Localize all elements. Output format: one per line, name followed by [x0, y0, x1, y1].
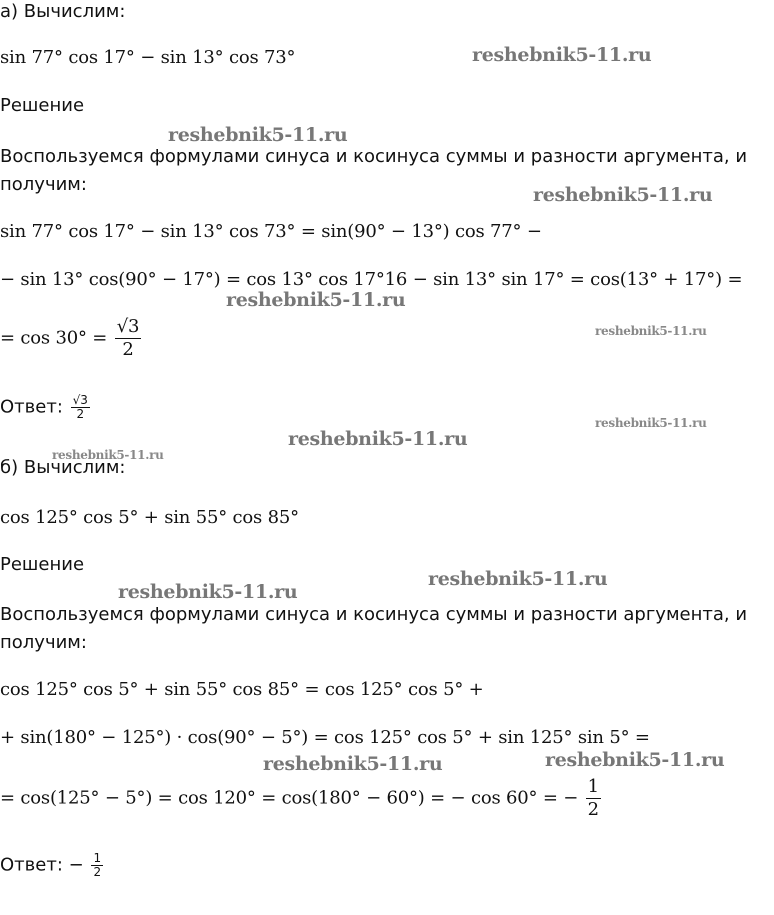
watermark: reshebnik5-11.ru [428, 568, 608, 590]
part-b-answer [0, 852, 105, 879]
watermark: reshebnik5-11.ru [472, 44, 652, 66]
watermark: reshebnik5-11.ru [263, 753, 443, 775]
part-b-result-denominator: 2 [587, 799, 599, 820]
watermark: reshebnik5-11.ru [533, 184, 713, 206]
watermark: reshebnik5-11.ru [226, 289, 406, 311]
watermark: reshebnik5-11.ru [118, 581, 298, 603]
part-a-explanation-line2: получим: [0, 174, 87, 195]
part-b-step1: cos 125° cos 5° + sin 55° cos 85° = cos 125° cos 5° + [0, 679, 484, 700]
part-a-answer-fraction [71, 394, 90, 421]
part-b-answer-denominator: 2 [93, 865, 102, 879]
part-b-step3 [0, 776, 603, 821]
part-a-result-numerator: √3 [116, 316, 140, 337]
part-a-solution-label: Решение [0, 95, 85, 116]
part-a-result-denominator: 2 [122, 339, 134, 360]
part-b-explanation-line1: Воспользуемся формулами синуса и косинуса суммы и разности аргумента, и [0, 604, 748, 625]
part-a-task: sin 77° cos 17° − sin 13° cos 73° [0, 47, 296, 68]
part-b-heading: б) Вычислим: [0, 457, 126, 478]
watermark: reshebnik5-11.ru [168, 124, 348, 146]
part-b-answer-label: Ответ: [0, 854, 63, 876]
part-a-answer [0, 394, 92, 421]
part-a-step3-prefix: = cos 30° = [0, 327, 108, 349]
part-a-heading: а) Вычислим: [0, 1, 126, 22]
watermark: reshebnik5-11.ru [595, 324, 707, 338]
part-a-answer-denominator: 2 [76, 407, 85, 421]
part-a-explanation-line1: Воспользуемся формулами синуса и косинуса суммы и разности аргумента, и [0, 146, 748, 167]
part-b-step3-prefix: = cos(125° − 5°) = cos 120° = cos(180° − 60°) = − cos 60° = − [0, 787, 579, 809]
watermark: reshebnik5-11.ru [595, 416, 707, 430]
watermark: reshebnik5-11.ru [545, 749, 725, 771]
part-b-answer-fraction [91, 852, 103, 879]
part-b-answer-numerator: 1 [93, 851, 102, 865]
part-a-result-fraction [115, 316, 142, 361]
part-a-answer-numerator: √3 [72, 393, 88, 407]
part-b-step2: + sin(180° − 125°) · cos(90° − 5°) = cos 125° cos 5° + sin 125° sin 5° = [0, 727, 650, 748]
part-b-solution-label: Решение [0, 554, 85, 575]
part-b-result-numerator: 1 [587, 776, 599, 797]
watermark: reshebnik5-11.ru [52, 448, 164, 462]
part-a-step2: − sin 13° cos(90° − 17°) = cos 13° cos 17°16 − sin 13° sin 17° = cos(13° + 17°) = [0, 269, 743, 290]
part-b-answer-sign: − [68, 854, 84, 876]
part-a-step3 [0, 316, 143, 361]
part-b-task: cos 125° cos 5° + sin 55° cos 85° [0, 507, 299, 528]
watermark: reshebnik5-11.ru [288, 428, 468, 450]
part-b-result-fraction [586, 776, 601, 821]
part-a-answer-label: Ответ: [0, 396, 63, 418]
part-b-explanation-line2: получим: [0, 632, 87, 653]
part-a-step1: sin 77° cos 17° − sin 13° cos 73° = sin(90° − 13°) cos 77° − [0, 221, 542, 242]
